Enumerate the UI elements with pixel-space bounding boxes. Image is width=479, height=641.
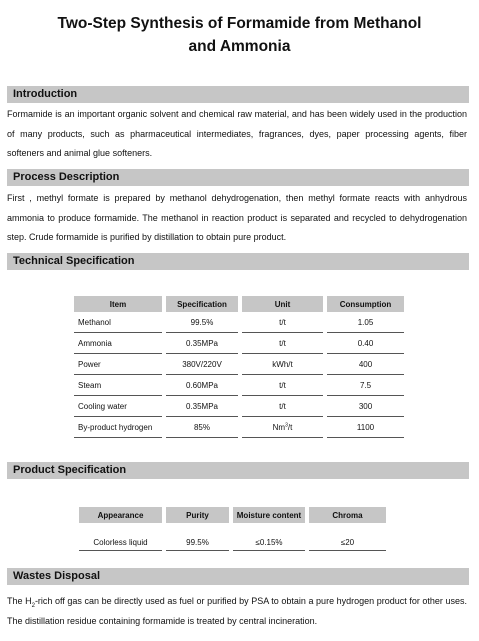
process-description-text: First , methyl formate is prepared by methanol dehydrogenation, then methyl formate reacts with anhydrous ammonia to produce formamide. The methanol in reaction product is separated and recycled to dehydrogenation step. Crude formamide is purified by distillation to obtain pure product. xyxy=(7,193,467,242)
column-header-chroma: Chroma xyxy=(309,507,386,523)
cell-unit: t/t xyxy=(242,333,323,354)
unit-tail: /t xyxy=(287,422,293,432)
wastes-disposal-heading: Wastes Disposal xyxy=(7,568,469,585)
product-specification-table xyxy=(75,507,390,551)
cell-consumption: 0.40 xyxy=(327,333,404,354)
cell-specification: 99.5% xyxy=(166,312,238,333)
unit-superscript: 3 xyxy=(285,421,288,428)
column-header-appearance: Appearance xyxy=(79,507,162,523)
cell-specification: 0.60MPa xyxy=(166,375,238,396)
cell-item: Cooling water xyxy=(74,396,162,417)
cell-consumption: 400 xyxy=(327,354,404,375)
table-row xyxy=(74,333,404,354)
hydrogen-subscript: 2 xyxy=(31,602,35,609)
title-line-1: Two-Step Synthesis of Formamide from Methanol xyxy=(57,15,422,32)
cell-consumption: 1100 xyxy=(327,417,404,438)
technical-specification-table xyxy=(70,296,408,438)
cell-specification: 0.35MPa xyxy=(166,396,238,417)
cell-unit: t/t xyxy=(242,396,323,417)
table-row xyxy=(74,396,404,417)
table-row xyxy=(74,354,404,375)
cell-consumption: 300 xyxy=(327,396,404,417)
cell-item: By-product hydrogen xyxy=(74,417,162,438)
cell-moisture-content: ≤0.15% xyxy=(233,523,305,551)
cell-unit: kWh/t xyxy=(242,354,323,375)
cell-unit: t/t xyxy=(242,312,323,333)
unit-base: Nm xyxy=(272,422,286,432)
cell-specification: 380V/220V xyxy=(166,354,238,375)
cell-item: Power xyxy=(74,354,162,375)
introduction-text: Formamide is an important organic solvent and chemical raw material, and has been widely used in the production of many products, such as pharmaceutical intermediates, fragrances, dyes, paper processing agents, fiber softeners and animal glue softeners. xyxy=(7,109,467,158)
column-header-unit: Unit xyxy=(242,296,323,312)
table-row xyxy=(74,417,404,438)
page-title xyxy=(0,12,479,58)
cell-consumption: 7.5 xyxy=(327,375,404,396)
title-line-2: and Ammonia xyxy=(188,38,291,55)
wastes-text-rest: -rich off gas can be directly used as fuel or purified by PSA to obtain a pure hydrogen product for other uses. The distillation residue containing formamide is treated by central incineration. xyxy=(7,596,467,626)
cell-consumption: 1.05 xyxy=(327,312,404,333)
table-row xyxy=(79,523,386,551)
cell-specification: 85% xyxy=(166,417,238,438)
cell-appearance: Colorless liquid xyxy=(79,523,162,551)
cell-item: Steam xyxy=(74,375,162,396)
table-header-row xyxy=(79,507,386,523)
cell-chroma: ≤20 xyxy=(309,523,386,551)
introduction-heading: Introduction xyxy=(7,86,469,103)
technical-specification-heading: Technical Specification xyxy=(7,253,469,270)
column-header-moisture-content: Moisture content xyxy=(233,507,305,523)
cell-item: Ammonia xyxy=(74,333,162,354)
cell-purity: 99.5% xyxy=(166,523,229,551)
column-header-consumption: Consumption xyxy=(327,296,404,312)
column-header-purity: Purity xyxy=(166,507,229,523)
cell-specification: 0.35MPa xyxy=(166,333,238,354)
cell-unit: t/t xyxy=(242,375,323,396)
column-header-item: Item xyxy=(74,296,162,312)
table-row xyxy=(74,312,404,333)
process-description-heading: Process Description xyxy=(7,169,469,186)
product-specification-heading: Product Specification xyxy=(7,462,469,479)
cell-unit xyxy=(242,417,323,438)
wastes-disposal-text xyxy=(7,592,467,631)
table-header-row xyxy=(74,296,404,312)
wastes-text-start: The H xyxy=(7,596,32,606)
table-row xyxy=(74,375,404,396)
cell-item: Methanol xyxy=(74,312,162,333)
column-header-specification: Specification xyxy=(166,296,238,312)
